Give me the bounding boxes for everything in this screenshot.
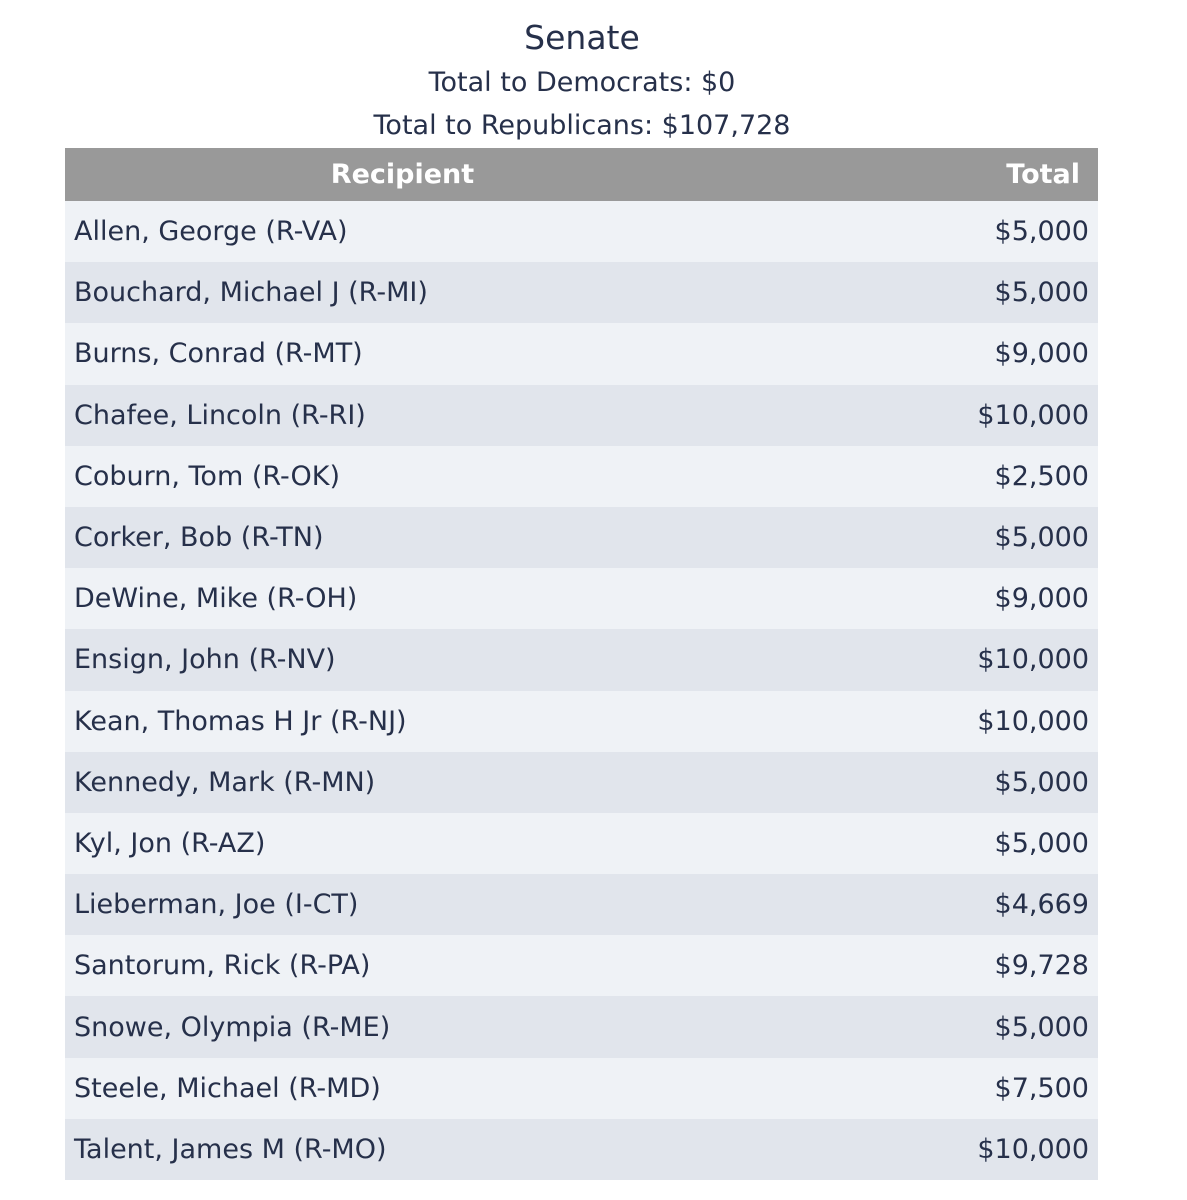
recipient-total: $7,500 xyxy=(994,1072,1089,1104)
recipient-total: $10,000 xyxy=(977,399,1089,431)
recipient-name: Santorum, Rick (R-PA) xyxy=(74,950,371,982)
recipient-name: DeWine, Mike (R-OH) xyxy=(74,583,358,615)
table-row xyxy=(65,568,1098,629)
recipient-name: Kennedy, Mark (R-MN) xyxy=(74,766,376,798)
table-row xyxy=(65,507,1098,568)
table-row xyxy=(65,691,1098,752)
recipient-name: Coburn, Tom (R-OK) xyxy=(74,460,341,492)
column-header-recipient[interactable]: Recipient xyxy=(330,159,475,190)
recipient-total: $2,500 xyxy=(994,460,1089,492)
recipient-total: $5,000 xyxy=(994,827,1089,859)
recipient-total: $5,000 xyxy=(994,216,1089,248)
table-row xyxy=(65,323,1098,384)
democrats-total: Total to Democrats: $0 xyxy=(428,67,736,98)
table-header xyxy=(65,148,1098,201)
recipient-name: Snowe, Olympia (R-ME) xyxy=(74,1011,391,1043)
recipient-name: Bouchard, Michael J (R-MI) xyxy=(74,277,428,309)
recipient-name: Steele, Michael (R-MD) xyxy=(74,1072,381,1104)
table-row xyxy=(65,996,1098,1057)
table-row xyxy=(65,385,1098,446)
republicans-total: Total to Republicans: $107,728 xyxy=(373,110,791,141)
table-row xyxy=(65,1119,1098,1180)
recipient-total: $4,669 xyxy=(994,889,1089,921)
column-header-total[interactable]: Total xyxy=(1006,159,1080,190)
recipient-total: $5,000 xyxy=(994,766,1089,798)
page-title: Senate xyxy=(524,18,640,57)
recipient-total: $9,728 xyxy=(994,950,1089,982)
table-row xyxy=(65,1058,1098,1119)
recipient-total: $10,000 xyxy=(977,705,1089,737)
table-row xyxy=(65,935,1098,996)
table-row xyxy=(65,262,1098,323)
recipient-total: $9,000 xyxy=(994,583,1089,615)
recipient-total: $5,000 xyxy=(994,1011,1089,1043)
recipient-total: $9,000 xyxy=(994,338,1089,370)
recipient-total: $5,000 xyxy=(994,277,1089,309)
table-row xyxy=(65,629,1098,690)
recipient-name: Allen, George (R-VA) xyxy=(74,216,348,248)
recipient-name: Ensign, John (R-NV) xyxy=(74,644,336,676)
recipient-total: $10,000 xyxy=(977,1133,1089,1165)
recipients-table xyxy=(65,148,1098,1180)
table-row xyxy=(65,813,1098,874)
table-body xyxy=(65,201,1098,1180)
table-row xyxy=(65,201,1098,262)
recipient-name: Burns, Conrad (R-MT) xyxy=(74,338,363,370)
recipient-total: $5,000 xyxy=(994,522,1089,554)
recipient-name: Lieberman, Joe (I-CT) xyxy=(74,889,359,921)
table-row xyxy=(65,874,1098,935)
recipient-name: Talent, James M (R-MO) xyxy=(74,1133,387,1165)
recipient-name: Kean, Thomas H Jr (R-NJ) xyxy=(74,705,407,737)
table-row xyxy=(65,446,1098,507)
table-row xyxy=(65,752,1098,813)
recipient-name: Kyl, Jon (R-AZ) xyxy=(74,827,266,859)
recipient-total: $10,000 xyxy=(977,644,1089,676)
recipient-name: Chafee, Lincoln (R-RI) xyxy=(74,399,366,431)
recipient-name: Corker, Bob (R-TN) xyxy=(74,522,324,554)
